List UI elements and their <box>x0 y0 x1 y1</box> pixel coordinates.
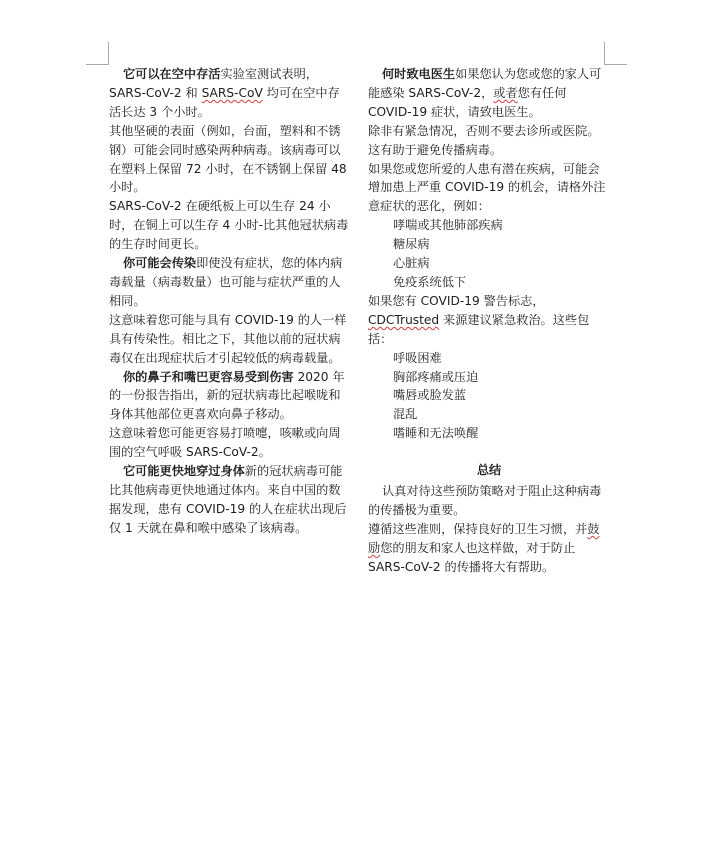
paragraph: 这意味着您可能更容易打喷嚏，咳嗽或向周围的空气呼吸 SARS-CoV-2。 <box>109 426 341 460</box>
paragraph: 其他坚硬的表面（例如，台面，塑料和不锈钢）可能会同时感染两种病毒。该病毒可以在塑料上保留 72 小时，在不锈钢上保留 48 小时。 <box>109 123 347 195</box>
paragraph: SARS-CoV-2 在硬纸板上可以生存 24 小时，在铜上可以生存 4 小时-比其他冠状病毒的生存时间更长。 <box>109 199 349 252</box>
bold-heading: 它可以在空中存活 <box>123 67 221 81</box>
list-item: 混乱 <box>393 407 418 422</box>
spellcheck-word: SARS-CoV <box>201 85 263 100</box>
text: 您有任何 COVID-19 症状，请致电医生。 <box>368 85 567 119</box>
text: 您的朋友和家人也这样做，对于防止 SARS-CoV-2 的传播将大有帮助。 <box>368 540 576 574</box>
paragraph <box>109 368 351 425</box>
paragraph: 如果您或您所爱的人患有潜在疾病，可能会增加患上严重 COVID-19 的机会，请格外注意症状的恶化，例如： <box>368 161 606 214</box>
bold-heading: 何时致电医生 <box>382 67 456 81</box>
paragraph: 如果您有 COVID-19 警告标志， <box>368 293 545 308</box>
list-item: 心脏病 <box>393 256 430 271</box>
paragraph: 认真对待这些预防策略对于阻止这种病毒的传播极为重要。 <box>368 484 602 517</box>
summary-title: 总结 <box>476 463 502 478</box>
text: 实验室测试表明，SARS-CoV-2 和 <box>109 67 318 100</box>
bold-heading: 你可能会传染 <box>123 256 197 271</box>
list-item: 呼吸困难 <box>393 350 442 365</box>
spellcheck-word: CDCTrusted <box>368 312 440 327</box>
page-corner-mark-top-left <box>86 42 109 65</box>
bold-heading: 你的鼻子和嘴巴更容易受到伤害 <box>123 369 294 384</box>
list-item: 胸部疼痛或压迫 <box>393 369 479 384</box>
paragraph <box>109 254 351 311</box>
paragraph <box>109 462 351 538</box>
bold-heading: 它可能更快地穿过身体 <box>123 464 245 479</box>
text: 如果您认为您或您的家人可能感染 SARS-CoV-2， <box>368 67 602 100</box>
list-item: 免疫系统低下 <box>393 274 467 289</box>
text: 来源建议紧急救治。这些包括： <box>368 312 590 346</box>
page-corner-mark-top-right <box>604 42 627 65</box>
text: 新的冠状病毒可能比其他病毒更快地通过体内。来自中国的数据发现，患有 COVID-19 的人在症状出现后仅 1 天就在鼻和喉中感染了该病毒。 <box>109 464 347 535</box>
spellcheck-word: 或者 <box>493 85 518 100</box>
paragraph: 除非有紧急情况，否则不要去诊所或医院。这有助于避免传播病毒。 <box>368 123 600 157</box>
left-column <box>109 65 351 538</box>
text: 遵循这些准则，保持良好的卫生习惯，并 <box>368 521 588 536</box>
list-item: 嗜睡和无法唤醒 <box>393 426 479 441</box>
paragraph: 这意味着您可能与具有 COVID-19 的人一样具有传染性。相比之下，其他以前的冠状病毒仅在出现症状后才引起较低的病毒载量。 <box>109 312 347 365</box>
right-column <box>368 65 610 577</box>
text: 均可在空中存活长达 3 个小时。 <box>109 85 340 119</box>
paragraph <box>368 65 610 122</box>
paragraph <box>109 65 351 122</box>
list-item: 嘴唇或脸发蓝 <box>393 388 467 403</box>
list-item: 糖尿病 <box>393 237 430 252</box>
paragraph <box>368 520 610 577</box>
paragraph <box>368 311 610 349</box>
spellcheck-word: 鼓励 <box>368 521 600 555</box>
list-item: 哮喘或其他肺部疾病 <box>393 218 503 233</box>
text: 2020 年的一份报告指出，新的冠状病毒比起喉咙和身体其他部位更喜欢向鼻子移动。 <box>109 369 345 422</box>
summary-heading <box>368 461 610 480</box>
text: 即使没有症状，您的体内病毒载量（病毒数量）也可能与症状严重的人相同。 <box>109 256 343 308</box>
